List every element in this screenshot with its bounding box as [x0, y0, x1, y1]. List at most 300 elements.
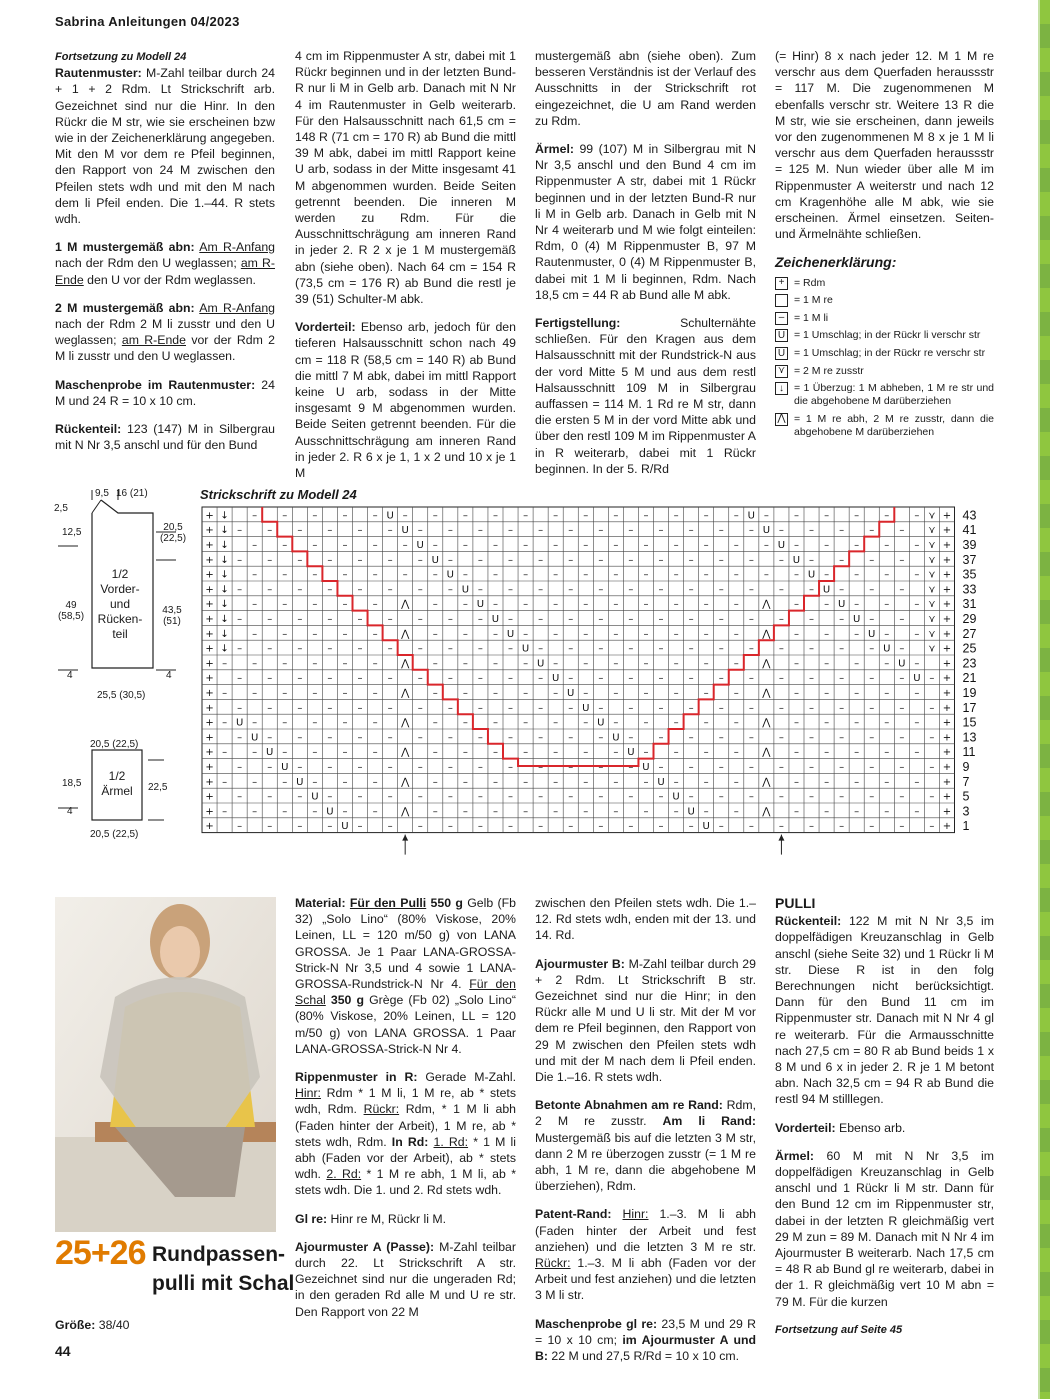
- chart-symbol: –: [613, 510, 619, 522]
- chart-symbol: –: [357, 554, 363, 566]
- ripp-rueckr: Rückr:: [363, 1102, 400, 1117]
- chart-symbol: –: [598, 702, 604, 714]
- chart-symbol: –: [372, 688, 378, 699]
- chart-symbol: –: [824, 688, 830, 699]
- chart-symbol: U: [461, 584, 470, 596]
- chart-symbol: U: [807, 569, 816, 581]
- chart-symbol: –: [462, 540, 468, 551]
- chart-symbol: –: [643, 658, 649, 670]
- chart-symbol: –: [598, 554, 604, 566]
- chart-symbol: U: [386, 510, 394, 522]
- chart-symbol: –: [342, 688, 348, 699]
- chart-symbol: –: [508, 525, 514, 537]
- chart-symbol: –: [718, 525, 724, 537]
- chart-symbol: –: [432, 628, 438, 640]
- chart-symbol: –: [387, 673, 393, 685]
- chart-symbol: ↓: [220, 584, 229, 596]
- chart-symbol: –: [237, 732, 243, 744]
- chart-symbol: ⋀: [401, 628, 410, 640]
- chart-symbol: ⋀: [401, 717, 410, 729]
- chart-symbol: –: [267, 702, 273, 714]
- chart-symbol: –: [583, 628, 589, 640]
- chart-symbol: ⋀: [401, 658, 410, 670]
- legend-symbol: ⋎: [775, 365, 788, 378]
- patent-label: Patent-Rand:: [535, 1207, 612, 1222]
- chart-symbol: –: [839, 702, 845, 714]
- chart-symbol: +: [942, 821, 952, 833]
- chart-symbol: –: [523, 806, 529, 818]
- chart-symbol: –: [839, 584, 845, 596]
- chart-symbol: –: [327, 762, 333, 773]
- chart-symbol: –: [342, 806, 348, 818]
- chart-symbol: –: [824, 599, 830, 611]
- chart-symbol: –: [327, 584, 333, 596]
- chart-symbol: –: [462, 658, 468, 670]
- chart-symbol: –: [869, 732, 875, 744]
- chart-symbol: –: [778, 525, 784, 537]
- chart-symbol: –: [447, 732, 453, 744]
- chart-symbol: U: [612, 732, 620, 744]
- chart-symbol: –: [854, 540, 860, 551]
- chart-symbol: –: [703, 540, 709, 551]
- chart-symbol: –: [237, 554, 243, 566]
- chart-symbol: +: [942, 717, 952, 729]
- dim-2: 9,5: [95, 488, 109, 499]
- side-stripe: [1040, 0, 1050, 1399]
- chart-symbol: –: [432, 569, 438, 581]
- chart-symbol: –: [387, 525, 393, 537]
- material-f: Grège (Fb 02) „Solo Lino“ (80% Viskose, 20% Leinen, LL = 120 m/50 g) von LANA GROSSA. 1 Paar LANA-GROSSA-Strick-N Nr 4.: [295, 993, 516, 1056]
- chart-symbol: –: [763, 510, 769, 522]
- chart-symbol: –: [748, 643, 754, 655]
- row-number: 9: [962, 760, 970, 774]
- chart-symbol: –: [462, 510, 468, 522]
- chart-symbol: –: [884, 776, 890, 788]
- legend-item: [775, 413, 994, 439]
- chart-symbol: –: [809, 643, 815, 655]
- chart-symbol: –: [357, 643, 363, 655]
- chart-symbol: U: [747, 510, 755, 522]
- chart-symbol: –: [688, 791, 694, 803]
- chart-symbol: –: [748, 584, 754, 596]
- chart-symbol: –: [508, 614, 514, 625]
- ajour-b-label: Ajourmuster B:: [535, 956, 625, 971]
- chart-symbol: –: [568, 762, 574, 773]
- row-number: 37: [962, 552, 977, 567]
- legend-text: = 1 Umschlag; in der Rückr re verschr str: [794, 347, 986, 360]
- chart-symbol: –: [508, 584, 514, 596]
- chart-symbol: –: [447, 525, 453, 537]
- chart-symbol: –: [432, 717, 438, 729]
- chart-symbol: ↓: [220, 614, 229, 625]
- legend-item: [775, 329, 994, 342]
- chart-symbol: +: [942, 688, 952, 699]
- chart-symbol: –: [854, 658, 860, 670]
- chart-symbol: –: [628, 732, 634, 744]
- chart-symbol: ⋀: [762, 658, 771, 670]
- chart-symbol: –: [508, 554, 514, 566]
- chart-symbol: –: [342, 540, 348, 551]
- chart-symbol: –: [583, 806, 589, 818]
- chart-symbol: –: [628, 643, 634, 655]
- chart-symbol: –: [869, 584, 875, 596]
- chart-symbol: –: [884, 510, 890, 522]
- legend-text: = Rdm: [794, 276, 826, 289]
- chart-symbol: –: [237, 614, 243, 625]
- chart-symbol: –: [899, 673, 905, 685]
- ripp-inrd: In Rd:: [391, 1134, 429, 1149]
- chart-symbol: –: [763, 569, 769, 581]
- chart-symbol: –: [538, 525, 544, 537]
- chart-symbol: –: [884, 628, 890, 640]
- chart-symbol: –: [417, 762, 423, 773]
- chart-symbol: –: [252, 628, 258, 640]
- chart-symbol: –: [869, 673, 875, 685]
- chart-symbol: –: [869, 614, 875, 625]
- chart-symbol: U: [883, 643, 891, 655]
- chart-symbol: –: [282, 776, 288, 788]
- chart-symbol: ⋀: [401, 806, 410, 818]
- chart-symbol: –: [523, 599, 529, 611]
- chart-symbol: –: [628, 614, 634, 625]
- chart-symbol: –: [297, 525, 303, 537]
- chart-symbol: ↓: [220, 628, 229, 640]
- chart-symbol: –: [809, 791, 815, 803]
- chart-symbol: –: [658, 673, 664, 685]
- chart-symbol: +: [205, 791, 214, 803]
- chart-symbol: +: [942, 732, 952, 744]
- ruecken-text: 123 (147) M in Silbergrau mit N Nr 3,5 anschl und für den Bund: [55, 422, 275, 453]
- legend-text: = 1 M re abh, 2 M re zusstr, dann die abgehobene M darüberziehen: [794, 412, 994, 438]
- probe2-label: Maschenprobe gl re:: [535, 1316, 658, 1331]
- chart-symbol: –: [869, 643, 875, 655]
- column-5: [295, 895, 516, 1332]
- chart-symbol: ⋀: [401, 776, 410, 788]
- chart-symbol: –: [628, 702, 634, 714]
- chart-symbol: –: [628, 673, 634, 685]
- ruecken-label: Rückenteil:: [55, 422, 122, 437]
- chart-symbol: +: [205, 525, 214, 537]
- chart-symbol: +: [205, 821, 214, 833]
- chart-symbol: –: [523, 510, 529, 522]
- legend-symbol: ↓: [775, 382, 788, 395]
- column-7: [775, 895, 994, 1350]
- chart-symbol: –: [673, 510, 679, 522]
- chart-symbol: –: [553, 569, 559, 581]
- chart-symbol: –: [929, 791, 935, 803]
- chart-symbol: –: [929, 732, 935, 744]
- chart-symbol: –: [387, 614, 393, 625]
- chart-symbol: –: [869, 791, 875, 803]
- chart-symbol: ⋎: [928, 643, 936, 655]
- chart-symbol: –: [492, 599, 498, 611]
- chart-symbol: +: [205, 747, 214, 759]
- chart-symbol: –: [568, 732, 574, 744]
- pulli-ruecken-label: Rückenteil:: [775, 914, 842, 929]
- chart-symbol: –: [824, 658, 830, 670]
- chart-symbol: –: [643, 569, 649, 581]
- chart-symbol: –: [387, 643, 393, 655]
- legend-text: = 1 Umschlag; in der Rückr li verschr str: [794, 329, 981, 342]
- chart-symbol: –: [688, 554, 694, 566]
- legend: [775, 277, 994, 439]
- chart-symbol: –: [733, 569, 739, 581]
- chart-symbol: –: [673, 599, 679, 611]
- chart-symbol: –: [372, 540, 378, 551]
- column-6: [535, 895, 756, 1376]
- chart-symbol: –: [342, 599, 348, 611]
- chart-symbol: –: [432, 806, 438, 818]
- chart-symbol: –: [508, 643, 514, 655]
- chart-symbol: –: [282, 688, 288, 699]
- chart-symbol: –: [914, 688, 920, 699]
- chart-symbol: –: [914, 747, 920, 759]
- chart-symbol: +: [205, 510, 214, 522]
- chart-symbol: +: [942, 806, 952, 818]
- col6-paragraph: zwischen den Pfeilen stets wdh. Die 1.–12. Rd stets wdh, enden mit der 13. und 14. Rd.: [535, 896, 756, 943]
- chart-symbol: –: [733, 540, 739, 551]
- chart-symbol: –: [824, 747, 830, 759]
- chart-symbol: –: [237, 791, 243, 803]
- patent-rueckr: Rückr:: [535, 1256, 571, 1271]
- chart-symbol: –: [583, 658, 589, 670]
- chart-symbol: –: [673, 717, 679, 729]
- chart-symbol: –: [357, 791, 363, 803]
- chart-symbol: U: [837, 599, 846, 611]
- chart-symbol: –: [492, 510, 498, 522]
- chart-symbol: –: [628, 762, 634, 773]
- ripp-1rd: 1. Rd:: [433, 1134, 469, 1149]
- ripp-1: Gerade M-Zahl.: [417, 1070, 516, 1085]
- chart-symbol: –: [899, 762, 905, 773]
- chart-symbol: –: [432, 599, 438, 611]
- chart-symbol: –: [688, 821, 694, 833]
- chart-symbol: –: [568, 614, 574, 625]
- chart-symbol: –: [718, 643, 724, 655]
- chart-symbol: U: [913, 673, 921, 685]
- chart-symbol: –: [312, 628, 318, 640]
- chart-symbol: –: [658, 732, 664, 744]
- chart-symbol: U: [446, 569, 454, 581]
- chart-symbol: –: [297, 554, 303, 566]
- chart-symbol: –: [658, 614, 664, 625]
- chart-symbol: –: [733, 776, 739, 788]
- ripp-5: * 1 M li abh (Faden vor der Arbeit), ab * stets wdh.: [295, 1134, 516, 1182]
- chart-symbol: ⋎: [928, 599, 936, 611]
- chart-symbol: –: [432, 658, 438, 670]
- chart-symbol: U: [853, 614, 861, 625]
- chart-symbol: –: [598, 762, 604, 773]
- row-number: 27: [962, 626, 977, 641]
- chart-symbol: –: [357, 702, 363, 714]
- chart-symbol: –: [252, 510, 258, 522]
- chart-symbol: –: [282, 658, 288, 670]
- chart-title: Strickschrift zu Modell 24: [200, 487, 357, 502]
- rautenmuster-text: M-Zahl teilbar durch 24 + 1 + 2 Rdm. Lt Strickschrift arb. Gezeichnet sind nur die Hinr. In den Rückr die M str, wie sie erscheinen bzw wie in der Zeichenerklärung angegeben. Mit den M vor dem re Pfeil beginnen, den Rapport von 24 M zwischen den Pfeilen stets wdh und mit den M nach dem li Pfeil enden. Die 1.–44. R stets wdh.: [55, 66, 275, 227]
- chart-symbol: –: [643, 599, 649, 611]
- chart-symbol: –: [778, 643, 784, 655]
- chart-symbol: –: [583, 688, 589, 699]
- chart-symbol: –: [282, 717, 288, 729]
- model-title: [152, 1240, 294, 1298]
- chart-symbol: –: [688, 732, 694, 744]
- chart-symbol: –: [658, 643, 664, 655]
- chart-symbol: –: [583, 717, 589, 729]
- chart-symbol: U: [266, 747, 274, 759]
- chart-symbol: –: [312, 688, 318, 699]
- row-number: 1: [962, 819, 970, 834]
- chart-symbol: –: [447, 791, 453, 803]
- chart-symbol: –: [477, 702, 483, 714]
- column-1: [55, 48, 275, 465]
- chart-symbol: –: [523, 628, 529, 640]
- m1-a: Am R-Anfang: [199, 240, 275, 255]
- chart-symbol: U: [687, 806, 695, 818]
- patent-hinr: Hinr:: [622, 1207, 649, 1222]
- chart-symbol: –: [809, 762, 815, 773]
- glre-label: Gl re:: [295, 1211, 328, 1226]
- chart-symbol: –: [643, 510, 649, 522]
- knitting-chart: [200, 505, 995, 860]
- probe2-label2: im Ajourmuster A und B:: [535, 1332, 757, 1364]
- chart-symbol: –: [312, 806, 318, 818]
- row-number: 35: [962, 567, 977, 582]
- chart-symbol: ↓: [220, 525, 229, 537]
- chart-symbol: –: [297, 762, 303, 773]
- chart-symbol: –: [748, 673, 754, 685]
- m2-c: am R-Ende: [121, 333, 186, 348]
- chart-symbol: –: [327, 702, 333, 714]
- chart-symbol: ⋀: [401, 747, 410, 759]
- chart-symbol: –: [613, 806, 619, 818]
- chart-symbol: –: [748, 702, 754, 714]
- chart-symbol: –: [237, 525, 243, 537]
- chart-symbol: –: [824, 628, 830, 640]
- pulli-heading: PULLI: [775, 895, 816, 911]
- chart-symbol: –: [237, 643, 243, 655]
- chart-symbol: –: [809, 584, 815, 596]
- chart-symbol: U: [582, 702, 590, 714]
- chart-symbol: +: [942, 762, 952, 773]
- chart-symbol: –: [538, 643, 544, 655]
- material-e: 350 g: [325, 993, 365, 1008]
- chart-symbol: –: [884, 599, 890, 611]
- chart-symbol: U: [702, 821, 710, 833]
- chart-symbol: –: [342, 717, 348, 729]
- chart-symbol: –: [372, 747, 378, 759]
- m1-label: 1 M mustergemäß abn:: [55, 240, 195, 255]
- chart-symbol: –: [297, 702, 303, 714]
- dim-12: 20,5 (22,5): [90, 739, 139, 750]
- chart-symbol: –: [222, 688, 228, 699]
- chart-symbol: +: [942, 614, 952, 625]
- chart-symbol: –: [327, 791, 333, 803]
- ripp-6: * 1 M re abh, 1 M li, ab * stets wdh. Die 1. und 2. Rd stets wdh.: [295, 1167, 516, 1198]
- chart-symbol: –: [914, 717, 920, 729]
- chart-symbol: –: [282, 569, 288, 581]
- chart-symbol: –: [417, 584, 423, 596]
- chart-symbol: +: [205, 762, 214, 773]
- chart-symbol: –: [703, 510, 709, 522]
- chart-symbol: –: [327, 732, 333, 744]
- chart-symbol: U: [476, 599, 485, 611]
- legend-item: [775, 382, 994, 408]
- chart-symbol: –: [447, 643, 453, 655]
- chart-symbol: –: [327, 614, 333, 625]
- chart-symbol: –: [372, 628, 378, 640]
- dim-8: 43,5 (51): [162, 605, 182, 627]
- chart-symbol: +: [942, 747, 952, 759]
- row-number: 33: [962, 582, 977, 597]
- chart-symbol: –: [492, 747, 498, 759]
- chart-symbol: –: [462, 717, 468, 729]
- column-3: [535, 48, 756, 489]
- chart-symbol: +: [205, 658, 214, 670]
- chart-symbol: –: [372, 599, 378, 611]
- chart-symbol: –: [824, 540, 830, 551]
- chart-symbol: –: [839, 673, 845, 685]
- row-number: 15: [962, 715, 977, 730]
- chart-symbol: –: [673, 569, 679, 581]
- chart-symbol: –: [643, 806, 649, 818]
- chart-symbol: –: [778, 702, 784, 714]
- chart-symbol: –: [477, 791, 483, 803]
- chart-symbol: U: [898, 658, 906, 670]
- chart-symbol: –: [462, 688, 468, 699]
- photo-image: [55, 897, 276, 1232]
- chart-symbol: –: [583, 599, 589, 611]
- dim-3: 16 (21): [116, 488, 148, 499]
- chart-symbol: –: [357, 673, 363, 685]
- chart-symbol: –: [793, 717, 799, 729]
- chart-symbol: –: [839, 762, 845, 773]
- betont-li: Am li Rand:: [662, 1114, 756, 1129]
- chart-symbol: –: [914, 628, 920, 640]
- row-number: 31: [962, 597, 977, 612]
- chart-symbol: ⋀: [762, 747, 771, 759]
- chart-symbol: –: [327, 554, 333, 566]
- chart-symbol: –: [598, 673, 604, 685]
- chart-symbol: +: [942, 776, 952, 788]
- chart-symbol: –: [477, 821, 483, 833]
- chart-symbol: –: [462, 806, 468, 818]
- chart-symbol: ⋀: [762, 806, 771, 818]
- chart-symbol: –: [387, 762, 393, 773]
- chart-symbol: –: [703, 747, 709, 759]
- chart-symbol: –: [884, 717, 890, 729]
- probe2-2: 22 M und 27,5 R/Rd = 10 x 10 cm.: [547, 1349, 740, 1364]
- chart-symbol: –: [824, 510, 830, 522]
- chart-symbol: –: [267, 554, 273, 566]
- legend-item: [775, 294, 994, 307]
- vorderteil-label: Vorderteil:: [295, 320, 356, 335]
- chart-symbol: U: [567, 688, 575, 699]
- chart-symbol: –: [793, 540, 799, 551]
- chart-symbol: –: [342, 747, 348, 759]
- chart-symbol: –: [703, 569, 709, 581]
- chart-symbol: –: [824, 806, 830, 818]
- legend-symbol: ⋀: [775, 413, 788, 426]
- model-photo: [55, 897, 276, 1232]
- chart-symbol: –: [523, 747, 529, 759]
- row-number: 17: [962, 700, 977, 715]
- chart-symbol: –: [477, 762, 483, 773]
- chart-symbol: –: [327, 643, 333, 655]
- chart-symbol: –: [417, 614, 423, 625]
- chart-symbol: –: [929, 673, 935, 685]
- chart-symbol: –: [312, 540, 318, 551]
- chart-symbol: –: [718, 702, 724, 714]
